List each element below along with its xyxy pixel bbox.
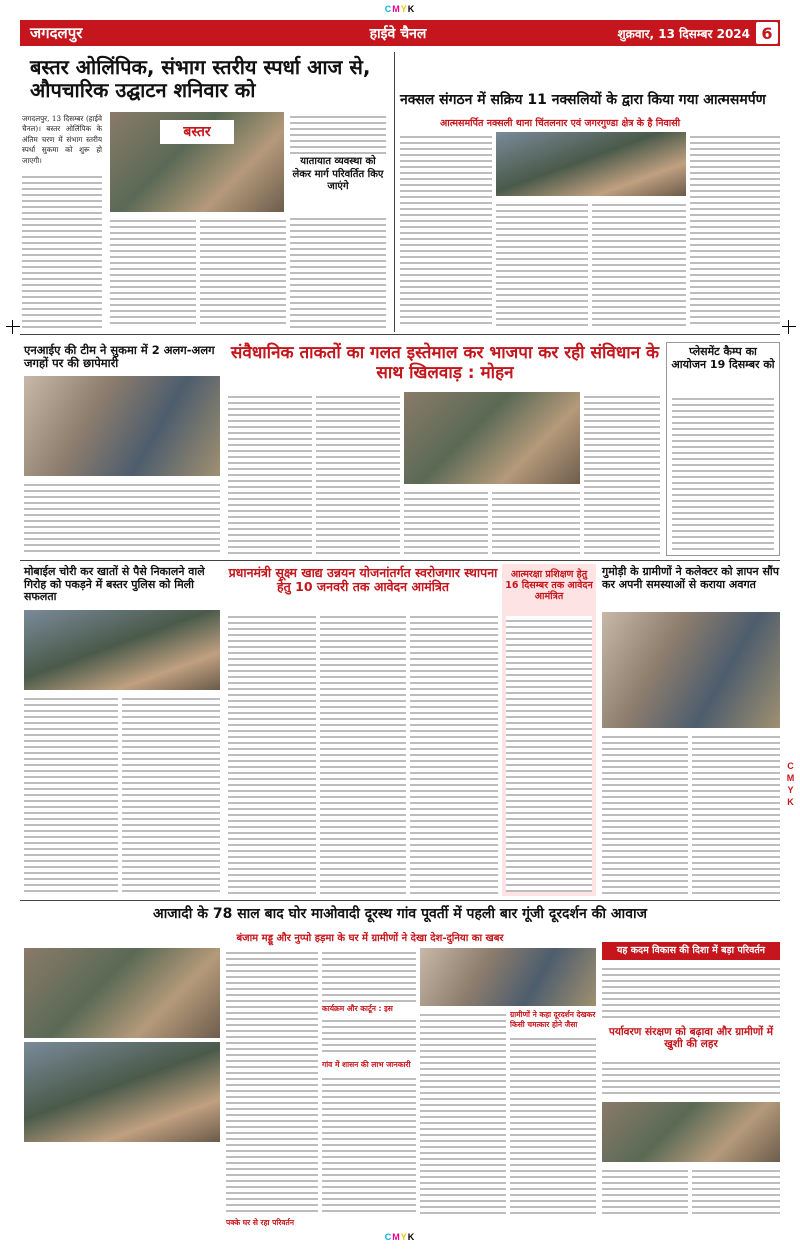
story2-photo [496, 132, 686, 196]
story11-body [602, 964, 780, 1020]
story2-headline: नक्सल संगठन में सक्रिय 11 नक्सलियों के द्वारा किया गया आत्मसमर्पण [400, 92, 766, 108]
story10-col4 [510, 1034, 596, 1214]
story4-photo [404, 392, 580, 484]
masthead-bar [20, 20, 780, 46]
cmyk-side-marker: C M Y K [786, 761, 796, 807]
story7-col3 [410, 612, 498, 896]
story5-headline: प्लेसमेंट कैम्प का आयोजन 19 दिसम्बर को [671, 345, 775, 371]
story4-headline: संवैधानिक ताकतों का गलत इस्तेमाल कर भाजपा कर रही संविधान के साथ खिलवाड़ : मोहन [230, 343, 660, 383]
story1-col1: जगदलपुर, 13 दिसम्बर (हाईवे चैनल)। बस्तर ओलिंपिक के अंतिम चरण में संभाग स्तरीय स्पर्धा सुकमा को शुरू हो जाएगी। [22, 112, 102, 328]
story3-headline: एनआईए की टीम ने सुकमा में 2 अलग-अलग जगहों पर की छापेमारी [24, 343, 215, 371]
story1-photo-banner: बस्तर [160, 120, 234, 144]
story12-photo [602, 1102, 780, 1162]
story10-col2b [322, 1016, 416, 1056]
story2-col1 [400, 132, 492, 328]
story10-col2c [322, 1074, 416, 1214]
story5-body [672, 394, 774, 552]
story4-col1 [228, 392, 312, 556]
story1-col2 [110, 216, 196, 328]
story10-photo3 [420, 948, 596, 1006]
story12-headline: पर्यावरण संरक्षण को बढ़ावा और ग्रामीणों में खुशी की लहर [608, 1026, 774, 1051]
masthead-location: जगदलपुर [30, 24, 83, 42]
story1-headline: बस्तर ओलिंपिक, संभाग स्तरीय स्पर्धा आज से, औपचारिक उद्घाटन शनिवार को [30, 55, 371, 102]
story4-col5 [584, 392, 660, 556]
story9-headline: गुमोड़ी के ग्रामीणों ने कलेक्टर को ज्ञापन सौंप कर अपनी समस्याओं से कराया अवगत [602, 565, 780, 591]
story6-col2 [122, 694, 220, 896]
story10-photo2 [24, 1042, 220, 1142]
story10-col1 [226, 948, 318, 1214]
story10-subhead: बंजाम मड्डू और नुप्पो हड़मा के घर में ग्रामीणों ने देखा देश-दुनिया का खबर [236, 933, 504, 944]
story6-headline: मोबाईल चोरी कर खातों से पैसे निकालने वाले गिरोह को पकड़ने में बस्तर पुलिस को मिली सफलता [24, 565, 205, 604]
story3-photo [24, 376, 220, 476]
horizontal-divider-2 [20, 560, 780, 561]
story4-col3 [404, 488, 488, 556]
story11-headline: यह कदम विकास की दिशा में बड़ा परिवर्तन [602, 942, 780, 960]
story12-col1 [602, 1166, 688, 1214]
story10-headline: आजादी के 78 साल बाद घोर माओवादी दूरस्थ गांव पूवर्ती में पहली बार गूंजी दूरदर्शन की आवाज [152, 906, 648, 922]
story1-col3 [200, 216, 286, 328]
story7-headline: प्रधानमंत्री सूक्ष्म खाद्य उन्नयन योजनांतर्गत स्वरोजगार स्थापना हेतु 10 जनवरी तक आवेदन आमंत्रित [228, 565, 498, 595]
story10-kicker4: पक्के घर से रहा परिवर्तन [226, 1218, 294, 1227]
story2-col3 [592, 200, 686, 328]
story9-col1 [602, 732, 688, 896]
story2-subhead: आत्मसमर्पित नक्सली थाना चिंतलनार एवं जगरगुण्डा क्षेत्र के है निवासी [440, 118, 681, 129]
story2-col4 [690, 132, 780, 328]
story10-kicker1: कार्यक्रम और कार्टून : इस [322, 1004, 393, 1013]
story9-col2 [692, 732, 780, 896]
horizontal-divider-3 [20, 900, 780, 901]
cmyk-bottom-marker: CMYK [384, 1232, 416, 1242]
story1-photo [110, 112, 284, 212]
story10-col2 [322, 948, 416, 1002]
story12-body [602, 1058, 780, 1098]
page-number: 6 [756, 22, 778, 44]
masthead-channel: हाईवे चैनल [369, 25, 427, 42]
column-divider [394, 52, 395, 332]
horizontal-divider [20, 334, 780, 335]
story10-col3 [420, 1010, 506, 1214]
registration-mark-right [782, 320, 796, 334]
story9-photo [602, 612, 780, 728]
story2-col2 [496, 200, 588, 328]
story8-body [506, 616, 592, 892]
story12-col2 [692, 1166, 780, 1214]
cmyk-top-marker: CMYK [384, 4, 416, 14]
story6-col1 [24, 694, 118, 896]
story3-body [24, 480, 220, 556]
story4-col2 [316, 392, 400, 556]
story1-subhead: यातायात व्यवस्था को लेकर मार्ग परिवर्तित किए जाएंगे [292, 156, 384, 192]
story8-headline: आत्मरक्षा प्रशिक्षण हेतु 16 दिसम्बर तक आवेदन आमंत्रित [505, 569, 593, 602]
story1-col4 [290, 112, 386, 154]
registration-mark-left [6, 320, 20, 334]
story10-photo [24, 948, 220, 1038]
story4-col4 [492, 488, 580, 556]
story10-kicker2: गांव में शासन की लाभ जानकारी [322, 1060, 411, 1069]
story10-kicker3: ग्रामीणों ने कहा दूरदर्शन देखकर किसी चमत्कार होने जैसा [510, 1010, 596, 1029]
story6-photo [24, 610, 220, 690]
story7-col1 [228, 612, 316, 896]
story1-col4b [290, 214, 386, 328]
masthead-date: शुक्रवार, 13 दिसम्बर 2024 [617, 26, 750, 41]
story7-col2 [320, 612, 406, 896]
